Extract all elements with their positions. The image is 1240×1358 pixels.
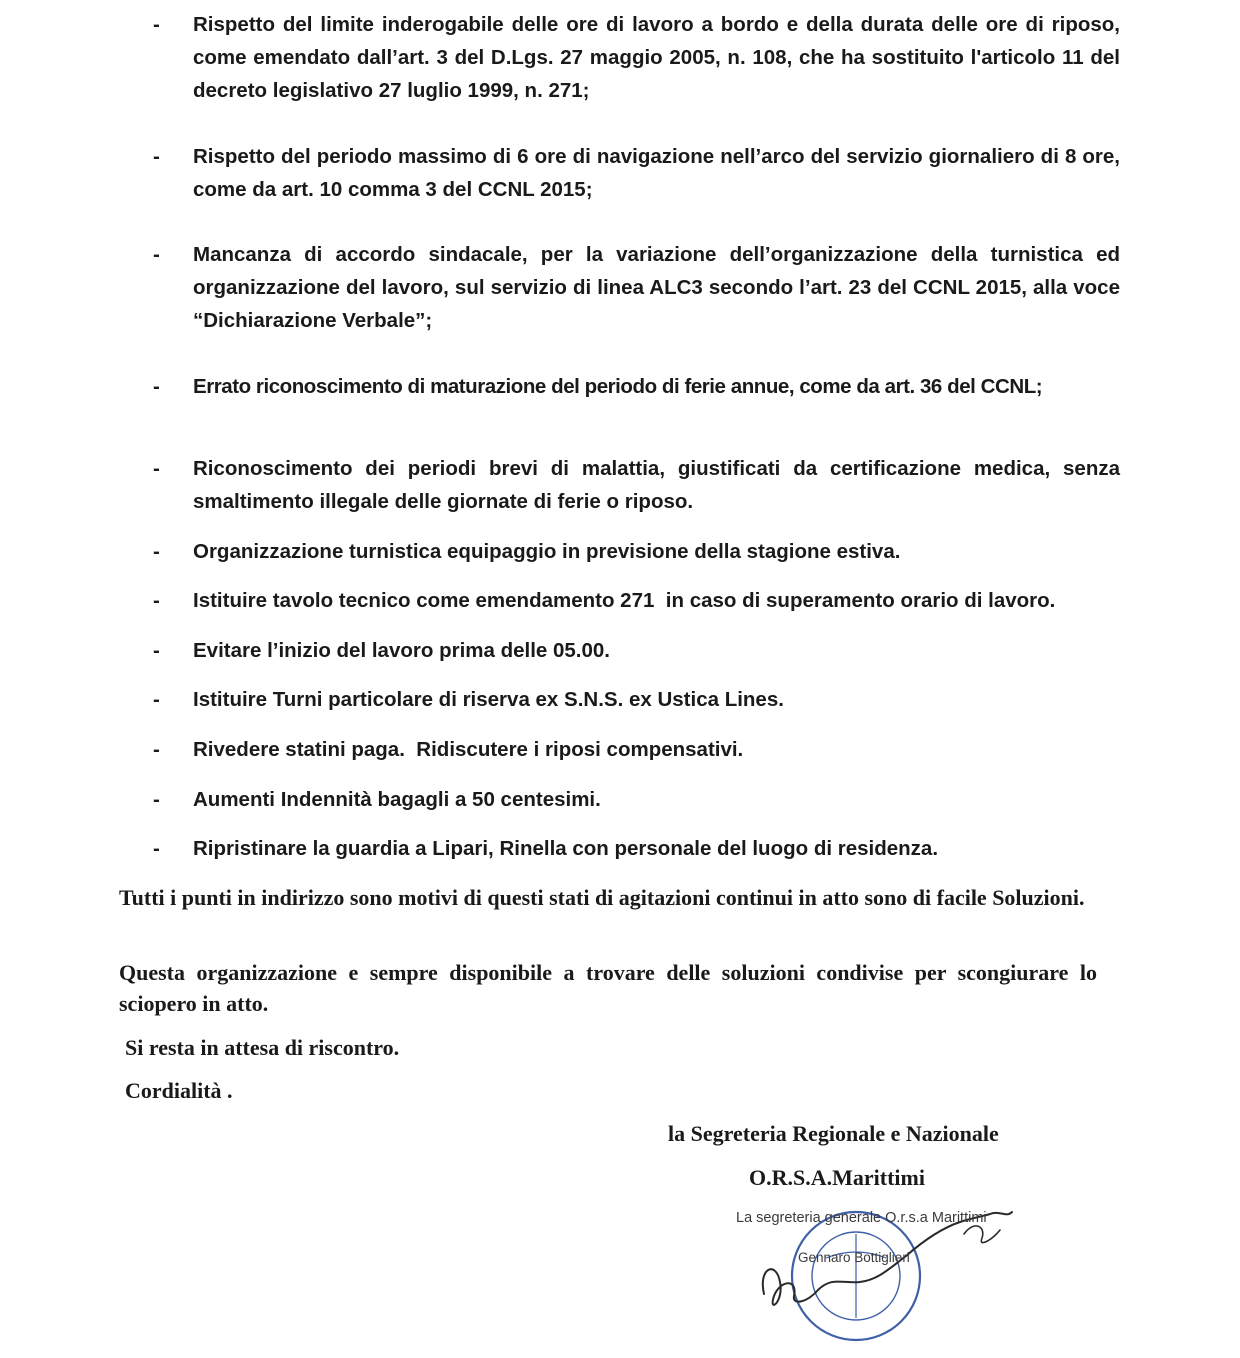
closing-paragraph-2: Questa organizzazione e sempre disponibile a trovare delle soluzioni condivise per scongiurare lo sciopero in atto. [119,960,1097,1016]
list-item-text: Errato riconoscimento di maturazione del periodo di ferie annue, come da art. 36 del CCNL; [193,375,1043,398]
list-item-text: Mancanza di accordo sindacale, per la variazione dell’organizzazione della turnistica ed organizzazione del lavoro, sul servizio di linea ALC3 secondo l’art. 23 del CCNL 2015, alla voce “Dichiarazione Verbale”; [193,243,1120,332]
awaiting-reply-line: Si resta in attesa di riscontro. [125,1035,400,1060]
list-item-text: Riconoscimento dei periodi brevi di malattia, giustificati da certificazione medica, senza smaltimento illegale delle giornate di ferie o riposo. [193,457,1120,513]
stamp-signatory-name: Gennaro Bottiglieri [798,1250,910,1265]
list-item-text: Istituire tavolo tecnico come emendamento 271 in caso di superamento orario di lavoro. [193,589,1056,612]
bullet-dash: - [153,589,160,612]
bullet-dash: - [153,540,160,563]
bullet-dash: - [153,375,160,398]
bullet-dash: - [153,837,160,860]
bullet-dash: - [153,145,160,168]
list-item-text: Rispetto del limite inderogabile delle ore di lavoro a bordo e della durata delle ore di riposo, come emendato dall’art. 3 del D.Lgs. 27 maggio 2005, n. 108, che ha sostituito l'articolo 11 del decreto legislativo 27 luglio 1999, n. 271; [193,13,1120,102]
list-item-text: Evitare l’inizio del lavoro prima delle 05.00. [193,639,610,662]
list-item-text: Rispetto del periodo massimo di 6 ore di navigazione nell’arco del servizio giornaliero di 8 ore, come da art. 10 comma 3 del CCNL 2015; [193,145,1120,201]
bullet-dash: - [153,688,160,711]
bullet-dash: - [153,788,160,811]
list-item-text: Rivedere statini paga. Ridiscutere i riposi compensativi. [193,738,744,761]
list-item-text: Aumenti Indennità bagagli a 50 centesimi. [193,788,601,811]
bullet-dash: - [153,457,160,480]
closing-paragraph-1: Tutti i punti in indirizzo sono motivi di questi stati di agitazioni continui in atto sono di facile Soluzioni. [119,885,1085,910]
stamp-caption: La segreteria generale O.r.s.a Marittimi [736,1210,987,1226]
list-item-text: Ripristinare la guardia a Lipari, Rinella con personale del luogo di residenza. [193,837,939,860]
stamp-and-signature [728,1198,1028,1348]
list-item-text: Organizzazione turnistica equipaggio in previsione della stagione estiva. [193,540,901,563]
bullet-dash: - [153,13,160,36]
list-item-text: Istituire Turni particolare di riserva ex S.N.S. ex Ustica Lines. [193,688,784,711]
signature-office: la Segreteria Regionale e Nazionale [668,1121,999,1146]
regards-line: Cordialità . [125,1078,233,1103]
signature-organization: O.R.S.A.Marittimi [749,1165,925,1190]
bullet-dash: - [153,639,160,662]
bullet-dash: - [153,243,160,266]
bullet-dash: - [153,738,160,761]
signature-flourish-icon [964,1226,1000,1243]
